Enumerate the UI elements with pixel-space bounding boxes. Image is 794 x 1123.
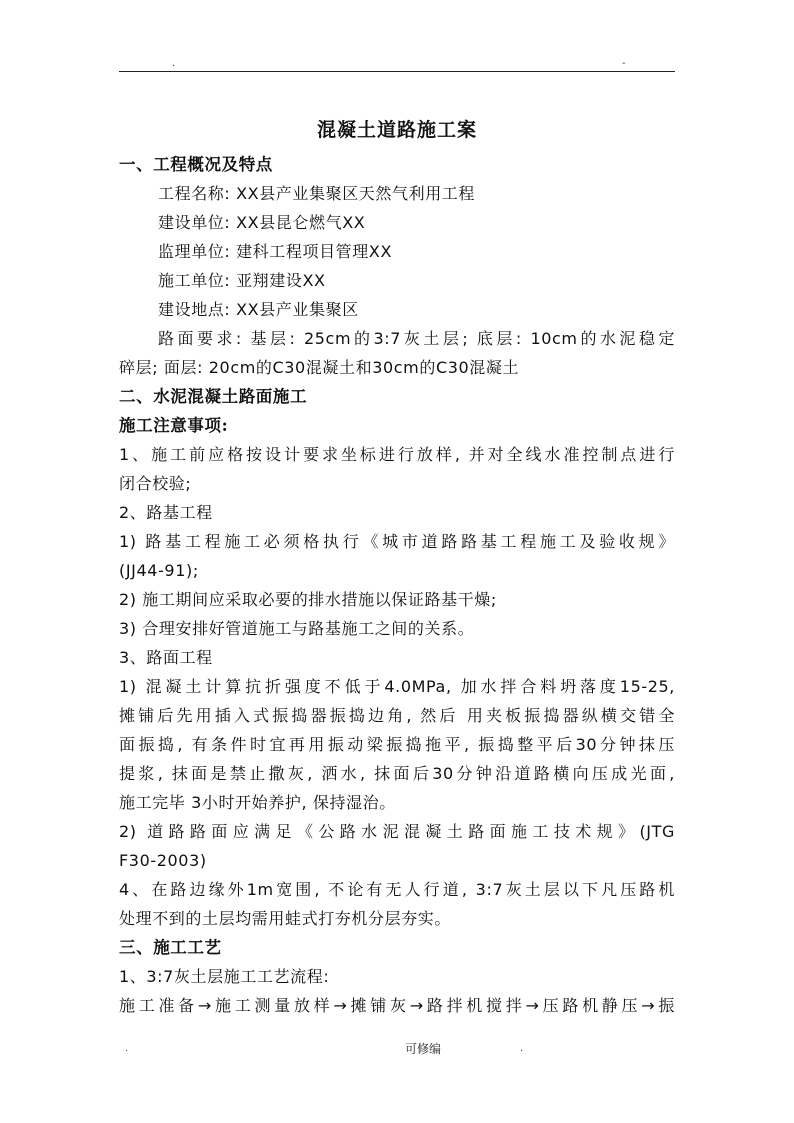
paragraph-line: 3、路面工程 — [119, 648, 213, 667]
paragraph-line: F30-2003) — [119, 851, 207, 870]
footer-left-mark: . — [125, 1043, 129, 1054]
paragraph-line: 施工准备→施工测量放样→摊铺灰→路拌机搅拌→压路机静压→振 — [119, 996, 675, 1015]
paragraph-line: 建设地点: XX县产业集聚区 — [158, 300, 359, 319]
header-rule — [119, 71, 675, 72]
document-title: 混凝土道路施工案 — [316, 119, 477, 141]
paragraph-line: 2) 道路路面应满足《公路水泥混凝土路面施工技术规》(JTG — [119, 822, 675, 841]
section-heading: 施工注意事项: — [119, 416, 229, 435]
footer-right-mark: . — [520, 1043, 524, 1054]
paragraph-line: 建设单位: XX县昆仑燃气XX — [158, 213, 366, 232]
paragraph-line: 施工完毕 3小时开始养护, 保持湿治。 — [119, 793, 396, 812]
paragraph-line: (JJ44-91); — [119, 561, 199, 580]
paragraph-line: 1) 路基工程施工必须格执行《城市道路路基工程施工及验收规》 — [119, 532, 675, 551]
paragraph-line: 施工单位: 亚翔建设XX — [158, 271, 326, 290]
section-heading: 二、水泥混凝土路面施工 — [119, 387, 308, 406]
section-heading: 一、工程概况及特点 — [119, 155, 273, 174]
paragraph-line: 提浆, 抹面是禁止撒灰, 洒水, 抹面后30分钟沿道路横向压成光面, — [119, 764, 675, 783]
paragraph-line: 碎层; 面层: 20cm的C30混凝土和30cm的C30混凝土 — [119, 358, 520, 377]
paragraph-line: 1、3:7灰土层施工工艺流程: — [119, 967, 330, 986]
paragraph-line: 3) 合理安排好管道施工与路基施工之间的关系。 — [119, 619, 475, 638]
paragraph-line: 1、施工前应格按设计要求坐标进行放样, 并对全线水准控制点进行 — [119, 445, 675, 464]
paragraph-line: 2、路基工程 — [119, 503, 213, 522]
paragraph-line: 4、在路边缘外1m宽围, 不论有无人行道, 3:7灰土层以下凡压路机 — [119, 880, 675, 899]
paragraph-line: 闭合校验; — [119, 474, 192, 493]
footer-label: 可修编 — [405, 1042, 442, 1056]
paragraph-line: 路面要求: 基层: 25cm的3:7灰土层; 底层: 10cm的水泥稳定 — [158, 329, 675, 348]
header-left-mark: . — [172, 58, 176, 69]
paragraph-line: 1) 混凝土计算抗折强度不低于4.0MPa, 加水拌合料坍落度15-25, — [119, 677, 675, 696]
paragraph-line: 摊铺后先用插入式振捣器振捣边角, 然后 用夹板振捣器纵横交错全 — [119, 706, 675, 725]
document-lines — [119, 150, 675, 1020]
paragraph-line: 2) 施工期间应采取必要的排水措施以保证路基干燥; — [119, 590, 497, 609]
section-heading: 三、施工工艺 — [119, 938, 222, 957]
document-body — [119, 112, 675, 1020]
paragraph-line: 面振捣, 有条件时宜再用振动梁振捣拖平, 振捣整平后30分钟抹压 — [119, 735, 675, 754]
header-right-mark: - — [622, 58, 626, 69]
paragraph-line: 监理单位: 建科工程项目管理XX — [158, 242, 392, 261]
paragraph-line: 工程名称: XX县产业集聚区天然气利用工程 — [158, 184, 475, 203]
paragraph-line: 处理不到的土层均需用蛙式打夯机分层夯实。 — [119, 909, 452, 928]
